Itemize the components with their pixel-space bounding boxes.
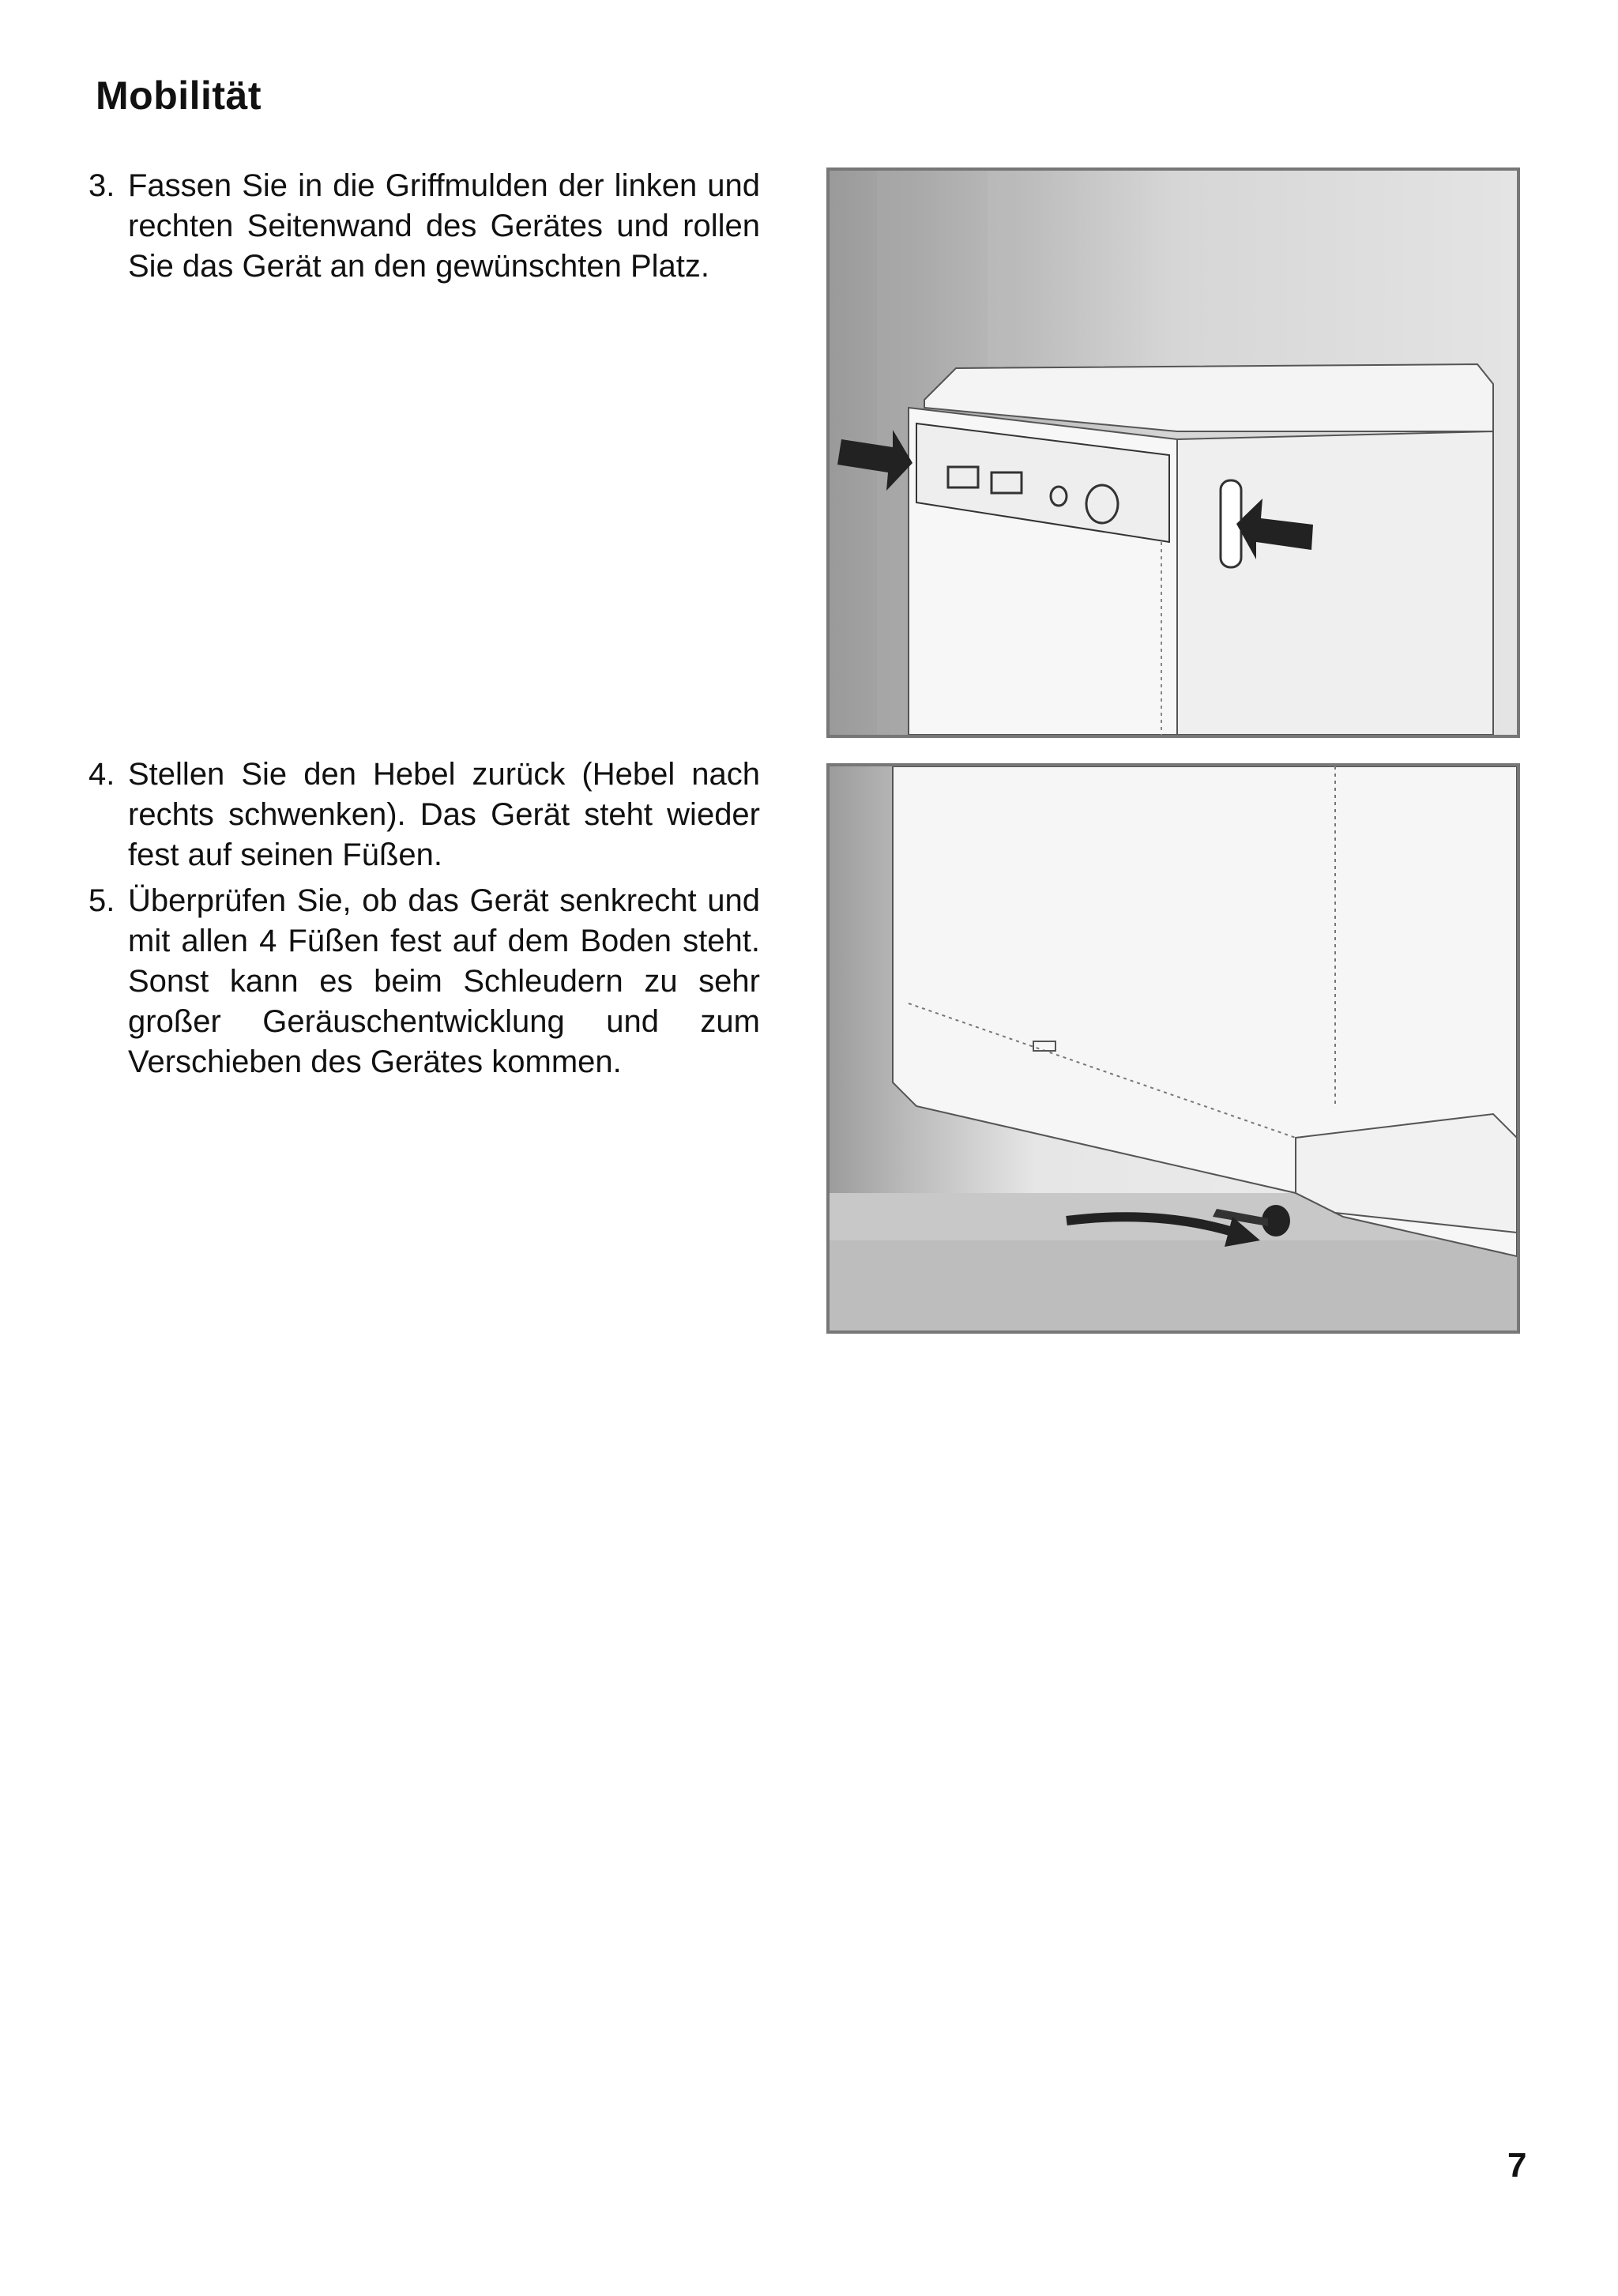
- washing-machine-top-grip-arrows-illustration: [830, 171, 1517, 735]
- figure-foot-lever: [826, 763, 1520, 1334]
- page-number: 7: [1507, 2146, 1527, 2185]
- step-number: 4.: [88, 757, 115, 792]
- step-number: 3.: [88, 168, 115, 203]
- page-title: Mobilität: [96, 73, 262, 118]
- step-5: [88, 881, 760, 1082]
- step-text: Stellen Sie den Hebel zurück (Hebel nach rechts schwenken). Das Gerät steht wieder fest auf seinen Füßen.: [128, 757, 760, 872]
- step-3: [88, 166, 760, 287]
- step-number: 5.: [88, 883, 115, 918]
- figure-grip-recesses: [826, 167, 1520, 738]
- step-text: Fassen Sie in die Griffmulden der linken und rechten Seitenwand des Gerätes und rollen Sie das Gerät an den gewünschten Platz.: [128, 168, 760, 284]
- washing-machine-foot-lever-illustration: [830, 766, 1517, 1331]
- step-4: [88, 755, 760, 875]
- step-text: Überprüfen Sie, ob das Gerät senkrecht und mit allen 4 Füßen fest auf dem Boden steht. Sonst kann es beim Schleudern zu sehr großer Geräuschentwicklung und zum Verschieben des Gerätes kommen.: [128, 883, 760, 1079]
